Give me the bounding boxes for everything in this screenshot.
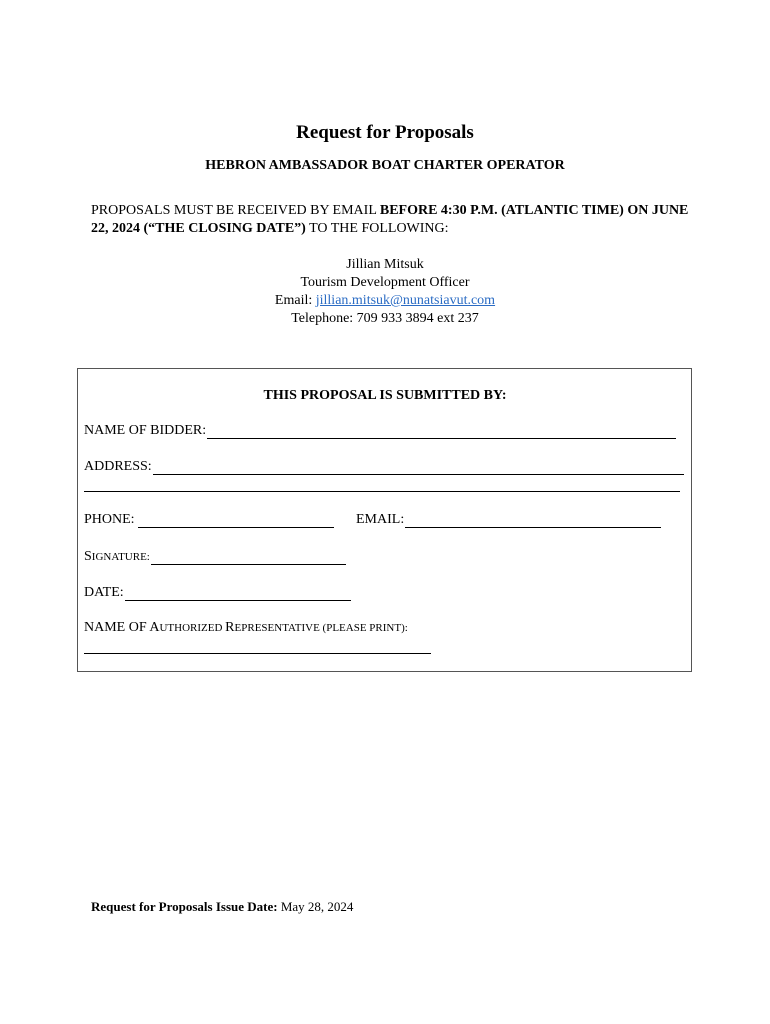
document-subtitle: HEBRON AMBASSADOR BOAT CHARTER OPERATOR bbox=[205, 158, 565, 173]
submission-instructions bbox=[91, 202, 691, 238]
phone-label: PHONE: bbox=[84, 512, 135, 527]
address-field-line-1[interactable] bbox=[153, 460, 684, 475]
issue-date-line bbox=[91, 899, 353, 915]
name-of-bidder-row bbox=[84, 423, 676, 439]
signature-label-rest: IGNATURE: bbox=[91, 551, 150, 563]
authorized-rep-label-part-5: EPRESENTATIVE (PLEASE PRINT): bbox=[234, 622, 408, 634]
contact-email-label: Email: bbox=[274, 293, 316, 308]
signature-label-initial: S bbox=[84, 549, 92, 564]
contact-email-line bbox=[0, 292, 770, 310]
date-field[interactable] bbox=[125, 586, 351, 601]
email-row bbox=[356, 512, 661, 528]
issue-date-label: Request for Proposals Issue Date: bbox=[91, 899, 278, 914]
contact-name: Jillian Mitsuk bbox=[346, 257, 424, 272]
email-label: EMAIL: bbox=[356, 512, 405, 527]
form-heading: THIS PROPOSAL IS SUBMITTED BY: bbox=[263, 388, 507, 403]
authorized-rep-label-part-1: NAME OF bbox=[84, 620, 150, 635]
name-of-bidder-field[interactable] bbox=[207, 424, 676, 439]
signature-field[interactable] bbox=[151, 550, 346, 565]
authorized-rep-field[interactable] bbox=[84, 653, 431, 654]
authorized-rep-label bbox=[84, 620, 408, 636]
instructions-text-1: PROPOSALS MUST BE RECEIVED BY EMAIL bbox=[91, 203, 380, 218]
phone-field[interactable] bbox=[138, 513, 334, 528]
issue-date-value: May 28, 2024 bbox=[277, 899, 354, 914]
address-label: ADDRESS: bbox=[84, 459, 152, 474]
authorized-rep-label-part-4: R bbox=[225, 620, 235, 635]
phone-row bbox=[84, 512, 334, 528]
name-of-bidder-label: NAME OF BIDDER: bbox=[84, 423, 207, 438]
document-title: Request for Proposals bbox=[296, 122, 474, 143]
closing-deadline: BEFORE 4:30 P.M. (ATLANTIC TIME) ON JUNE 22, 2024 (“THE CLOSING DATE”) bbox=[91, 203, 689, 236]
address-field-line-2[interactable] bbox=[84, 491, 680, 492]
authorized-rep-label-part-3: UTHORIZED bbox=[159, 622, 226, 634]
signature-row bbox=[84, 549, 346, 565]
instructions-text-2: TO THE FOLLOWING: bbox=[305, 221, 449, 236]
address-row bbox=[84, 459, 684, 475]
contact-telephone: Telephone: 709 933 3894 ext 237 bbox=[291, 311, 479, 326]
contact-role: Tourism Development Officer bbox=[300, 275, 470, 290]
date-row bbox=[84, 585, 351, 601]
contact-block bbox=[0, 256, 770, 328]
authorized-rep-row bbox=[84, 620, 408, 636]
contact-email-link[interactable]: jillian.mitsuk@nunatsiavut.com bbox=[315, 293, 496, 308]
email-field[interactable] bbox=[405, 513, 661, 528]
authorized-rep-label-part-2: A bbox=[149, 620, 160, 635]
signature-label bbox=[84, 549, 150, 565]
date-label: DATE: bbox=[84, 585, 124, 600]
